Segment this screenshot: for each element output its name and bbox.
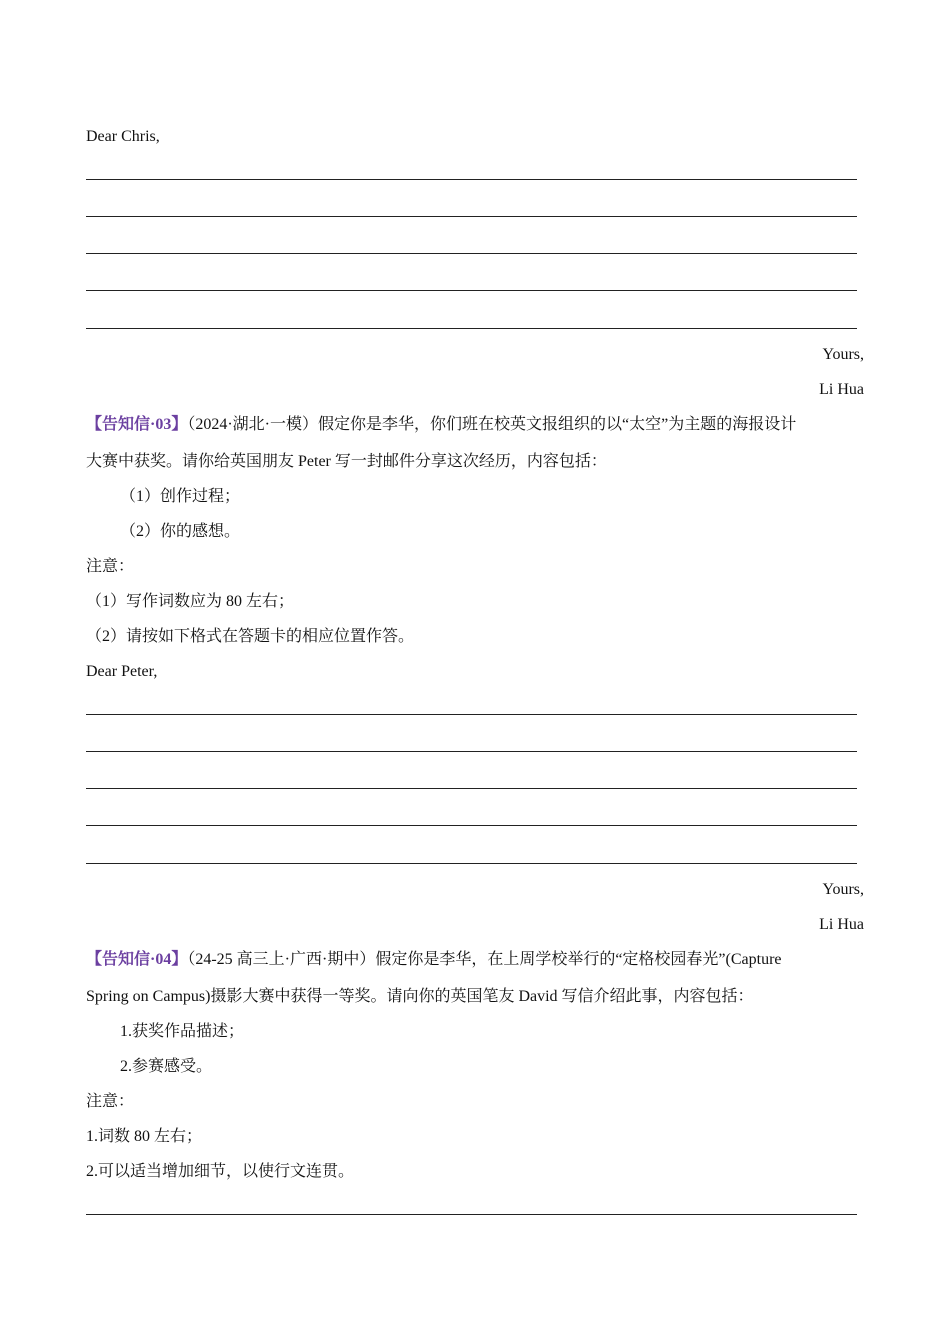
task-03-note-2: （2）请按如下格式在答题卡的相应位置作答。 bbox=[86, 628, 415, 645]
answer-line bbox=[86, 751, 857, 752]
answer-line bbox=[86, 714, 857, 715]
answer-line bbox=[86, 216, 857, 217]
answer-line bbox=[86, 788, 857, 789]
task-03-note-label: 注意： bbox=[86, 558, 135, 575]
task-04-point-1: 1.获奖作品描述； bbox=[120, 1023, 245, 1040]
task-03-note-1: （1）写作词数应为 80 左右； bbox=[86, 593, 295, 610]
task-04-note-2: 2.可以适当增加细节，以使行文连贯。 bbox=[86, 1163, 355, 1180]
task-04-prompt-line-2: Spring on Campus)摄影大赛中获得一等奖。请向你的英国笔友 David 写信介绍此事，内容包括： bbox=[86, 988, 754, 1005]
salutation-chris: Dear Chris, bbox=[86, 128, 160, 145]
task-04-note-label: 注意： bbox=[86, 1093, 135, 1110]
closing: Yours, bbox=[822, 346, 864, 363]
task-03-prompt-line-1 bbox=[86, 417, 796, 433]
task-03-point-2: （2）你的感想。 bbox=[120, 523, 241, 540]
task-03-intro: （2024·湖北·一模）假定你是李华，你们班在校英文报组织的以“太空”为主题的海报设计 bbox=[187, 416, 797, 433]
task-04-tag: 【告知信·04】 bbox=[86, 951, 188, 968]
task-04-point-2: 2.参赛感受。 bbox=[120, 1058, 213, 1075]
task-04-prompt-line-1 bbox=[86, 952, 782, 968]
task-03-point-1: （1）创作过程； bbox=[120, 488, 241, 505]
answer-line bbox=[86, 863, 857, 864]
task-03-tag: 【告知信·03】 bbox=[86, 416, 188, 433]
signature: Li Hua bbox=[819, 916, 864, 933]
answer-line bbox=[86, 290, 857, 291]
task-04-intro: （24-25 高三上·广西·期中）假定你是李华，在上周学校举行的“定格校园春光”(Capture bbox=[187, 951, 782, 968]
task-03-prompt-line-2: 大赛中获奖。请你给英国朋友 Peter 写一封邮件分享这次经历，内容包括： bbox=[86, 453, 607, 470]
closing: Yours, bbox=[822, 881, 864, 898]
answer-line bbox=[86, 1214, 857, 1215]
answer-line bbox=[86, 825, 857, 826]
answer-line bbox=[86, 179, 857, 180]
task-04-note-1: 1.词数 80 左右； bbox=[86, 1128, 203, 1145]
signature: Li Hua bbox=[819, 381, 864, 398]
answer-line bbox=[86, 253, 857, 254]
answer-line bbox=[86, 328, 857, 329]
salutation-peter: Dear Peter, bbox=[86, 663, 158, 680]
